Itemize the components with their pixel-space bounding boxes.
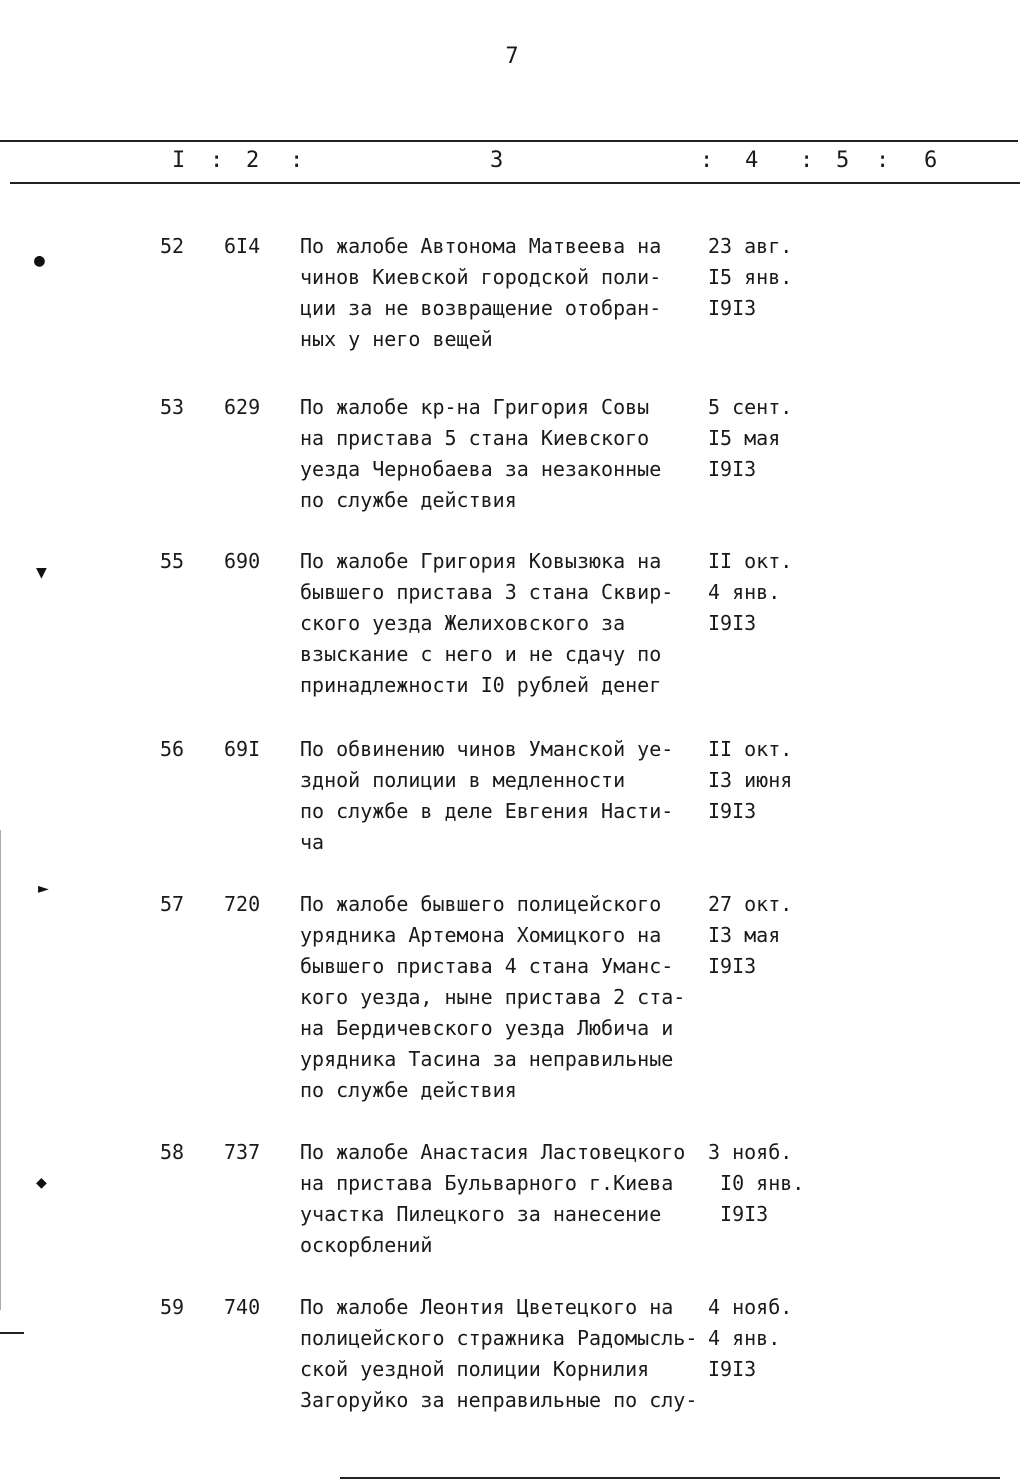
column-header-1: I: [172, 148, 186, 173]
description-line: по службе в деле Евгения Насти-: [300, 799, 674, 823]
entry-description: [300, 231, 661, 355]
date-line: I9I3: [708, 1357, 757, 1381]
description-line: уезда Чернобаева за незаконные: [300, 457, 662, 481]
hole-punch-mark: ►: [38, 878, 49, 899]
column-separator: :: [290, 148, 304, 173]
column-separator: :: [800, 148, 814, 173]
description-line: оскорблений: [300, 1233, 433, 1257]
description-line: ных у него вещей: [300, 327, 493, 351]
date-line: II окт.: [708, 737, 793, 761]
column-separator: :: [700, 148, 714, 173]
date-line: I3 июня: [708, 768, 793, 792]
case-number: 737: [224, 1140, 261, 1164]
description-line: взыскание с него и не сдачу по: [300, 642, 662, 666]
entry-description: [300, 392, 661, 516]
description-line: Загоруйко за неправильные по слу-: [300, 1388, 698, 1412]
entry-number: 57: [160, 892, 185, 916]
description-line: ции за не возвращение отобран-: [300, 296, 662, 320]
date-line: 4 нояб.: [708, 1295, 793, 1319]
date-line: I9I3: [708, 457, 757, 481]
date-line: I9I3: [708, 799, 757, 823]
description-line: По жалобе Анастасия Ластовецкого: [300, 1140, 686, 1164]
entry-dates: [708, 1137, 804, 1230]
entry-dates: [708, 889, 792, 982]
description-line: кого уезда, ныне пристава 2 ста-: [300, 985, 686, 1009]
entry-number: 58: [160, 1140, 185, 1164]
hole-punch-mark: ▼: [36, 562, 47, 583]
page-bottom-rule: [340, 1477, 1000, 1479]
description-line: По жалобе бывшего полицейского: [300, 892, 662, 916]
entry-description: [300, 889, 685, 1106]
case-number: 69I: [224, 737, 261, 761]
description-line: по службе действия: [300, 488, 517, 512]
column-header-2: 2: [246, 148, 260, 173]
description-line: По жалобе Леонтия Цветецкого на: [300, 1295, 674, 1319]
margin-mark: [0, 1332, 24, 1334]
entry-dates: [708, 1292, 792, 1385]
description-line: ча: [300, 830, 325, 854]
description-line: здной полиции в медленности: [300, 768, 626, 792]
column-header-4: 4: [745, 148, 759, 173]
description-line: принадлежности I0 рублей денег: [300, 673, 662, 697]
description-line: По жалобе Автонома Матвеева на: [300, 234, 662, 258]
description-line: по службе действия: [300, 1078, 517, 1102]
date-line: I9I3: [708, 611, 757, 635]
entry-number: 52: [160, 234, 185, 258]
date-line: 23 авг.: [708, 234, 793, 258]
description-line: участка Пилецкого за нанесение: [300, 1202, 662, 1226]
case-number: 740: [224, 1295, 261, 1319]
page-number: 7: [505, 44, 519, 69]
date-line: I3 мая: [708, 923, 781, 947]
date-line: II окт.: [708, 549, 793, 573]
description-line: По обвинению чинов Уманской уе-: [300, 737, 674, 761]
date-line: I0 янв.: [708, 1171, 805, 1195]
description-line: бывшего пристава 3 стана Сквир-: [300, 580, 674, 604]
entry-description: [300, 734, 673, 858]
case-number: 720: [224, 892, 261, 916]
date-line: 27 окт.: [708, 892, 793, 916]
hole-punch-mark: ◆: [36, 1172, 47, 1193]
case-number: 629: [224, 395, 261, 419]
entry-description: [300, 1137, 685, 1261]
column-header-6: 6: [924, 148, 938, 173]
entry-dates: [708, 392, 792, 485]
column-header-3: 3: [490, 148, 504, 173]
date-line: I9I3: [708, 1202, 769, 1226]
header-bottom-rule: [10, 182, 1020, 184]
case-number: 6I4: [224, 234, 261, 258]
date-line: 4 янв.: [708, 1326, 781, 1350]
entry-number: 56: [160, 737, 185, 761]
entry-dates: [708, 734, 792, 827]
description-line: полицейского стражника Радомысль-: [300, 1326, 698, 1350]
description-line: урядника Тасина за неправильные: [300, 1047, 674, 1071]
description-line: По жалобе кр-на Григория Совы: [300, 395, 650, 419]
hole-punch-mark: ●: [34, 250, 45, 271]
entry-number: 53: [160, 395, 185, 419]
description-line: бывшего пристава 4 стана Уманс-: [300, 954, 674, 978]
header-top-rule: [0, 140, 1018, 142]
entry-description: [300, 1292, 697, 1416]
entry-number: 59: [160, 1295, 185, 1319]
description-line: урядника Артемона Хомицкого на: [300, 923, 662, 947]
column-separator: :: [210, 148, 224, 173]
entry-description: [300, 546, 673, 701]
description-line: на Бердичевского уезда Любича и: [300, 1016, 674, 1040]
description-line: чинов Киевской городской поли-: [300, 265, 662, 289]
column-header-5: 5: [836, 148, 850, 173]
column-separator: :: [876, 148, 890, 173]
page-edge-line: [0, 830, 1, 1310]
date-line: 3 нояб.: [708, 1140, 793, 1164]
entry-dates: [708, 546, 792, 639]
description-line: на пристава 5 стана Киевского: [300, 426, 650, 450]
date-line: I5 янв.: [708, 265, 793, 289]
description-line: По жалобе Григория Ковызюка на: [300, 549, 662, 573]
case-number: 690: [224, 549, 261, 573]
date-line: 4 янв.: [708, 580, 781, 604]
description-line: ского уезда Желиховского за: [300, 611, 626, 635]
date-line: I9I3: [708, 296, 757, 320]
description-line: на пристава Бульварного г.Киева: [300, 1171, 674, 1195]
date-line: I9I3: [708, 954, 757, 978]
date-line: I5 мая: [708, 426, 781, 450]
description-line: ской уездной полиции Корнилия: [300, 1357, 650, 1381]
entry-dates: [708, 231, 792, 324]
entry-number: 55: [160, 549, 185, 573]
date-line: 5 сент.: [708, 395, 793, 419]
